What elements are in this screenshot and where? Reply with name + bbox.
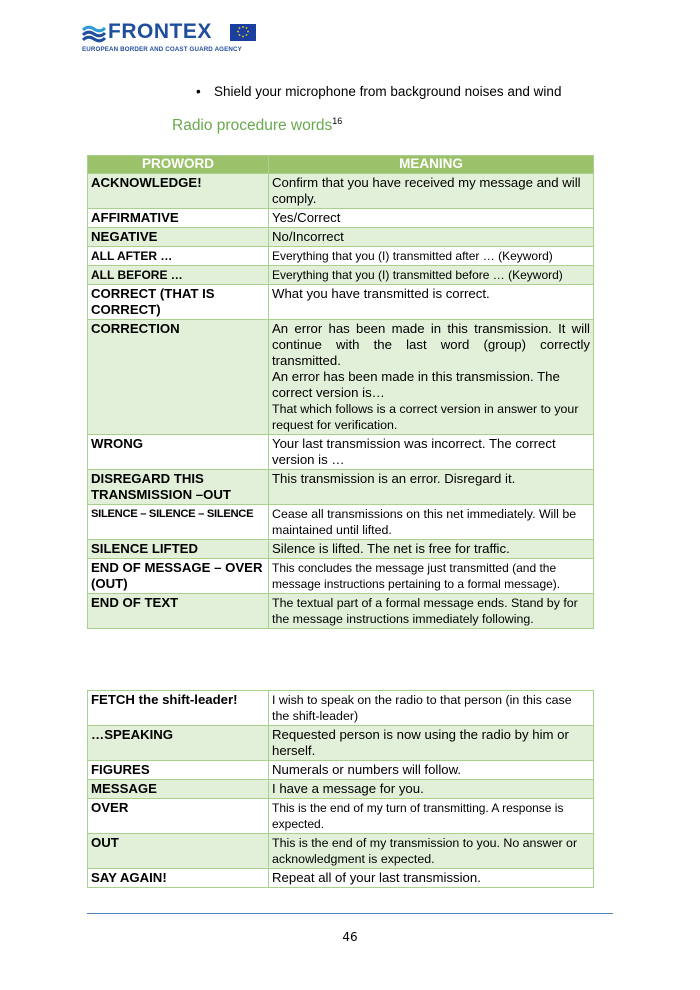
meaning-cell: Cease all transmissions on this net immediately. Will be maintained until lifted.	[269, 505, 594, 540]
frontex-waves-icon	[82, 24, 106, 44]
meaning-cell: Yes/Correct	[269, 209, 594, 228]
table-row	[88, 594, 594, 629]
proword-cell: ALL BEFORE …	[88, 266, 269, 285]
table-row	[88, 228, 594, 247]
meaning-cell	[269, 320, 594, 435]
proword-cell: MESSAGE	[88, 780, 269, 799]
table-row	[88, 266, 594, 285]
table-row	[88, 780, 594, 799]
meaning-cell: What you have transmitted is correct.	[269, 285, 594, 320]
table-row	[88, 435, 594, 470]
table-row	[88, 209, 594, 228]
table-row	[88, 559, 594, 594]
meaning-cell: Everything that you (I) transmitted after … (Keyword)	[269, 247, 594, 266]
footnote-marker: 16	[332, 116, 343, 126]
meaning-cell: Confirm that you have received my message and will comply.	[269, 174, 594, 209]
meaning-cell: This is the end of my turn of transmitting. A response is expected.	[269, 799, 594, 834]
meaning-cell: I wish to speak on the radio to that person (in this case the shift-leader)	[269, 691, 594, 726]
logo-wordmark: FRONTEX	[108, 20, 212, 43]
meaning-cell: The textual part of a formal message ends. Stand by for the message instructions immediately following.	[269, 594, 594, 629]
table-row	[88, 761, 594, 780]
bullet-text: Shield your microphone from background noises and wind	[214, 84, 562, 99]
meaning-cell: Repeat all of your last transmission.	[269, 869, 594, 888]
proword-cell: SILENCE LIFTED	[88, 540, 269, 559]
proword-cell: END OF TEXT	[88, 594, 269, 629]
table-row	[88, 174, 594, 209]
proword-cell: WRONG	[88, 435, 269, 470]
table-row	[88, 247, 594, 266]
section-title	[172, 116, 342, 135]
meaning-paragraph: An error has been made in this transmission. The correct version is…	[272, 369, 560, 400]
proword-cell: END OF MESSAGE – OVER (OUT)	[88, 559, 269, 594]
meaning-paragraph: An error has been made in this transmission. It will continue with the last word (group) correctly transmitted.	[272, 321, 590, 368]
table-row	[88, 834, 594, 869]
proword-cell: ALL AFTER …	[88, 247, 269, 266]
proword-cell: OUT	[88, 834, 269, 869]
proword-cell: SILENCE – SILENCE – SILENCE	[88, 505, 269, 540]
footer-divider	[87, 913, 613, 914]
table-row	[88, 470, 594, 505]
table-row	[88, 691, 594, 726]
bullet-dot-icon: •	[196, 84, 201, 99]
frontex-logo	[82, 22, 262, 56]
header-meaning: MEANING	[269, 156, 594, 174]
logo-subtitle: EUROPEAN BORDER AND COAST GUARD AGENCY	[82, 46, 242, 53]
table-row	[88, 726, 594, 761]
proword-cell: ACKNOWLEDGE!	[88, 174, 269, 209]
proword-cell: SAY AGAIN!	[88, 869, 269, 888]
table-header-row	[88, 156, 594, 174]
eu-flag-icon	[230, 24, 256, 41]
meaning-cell: This transmission is an error. Disregard it.	[269, 470, 594, 505]
meaning-cell: This concludes the message just transmitted (and the message instructions pertaining to a formal message).	[269, 559, 594, 594]
proword-table	[87, 155, 594, 629]
meaning-cell: No/Incorrect	[269, 228, 594, 247]
proword-cell: FIGURES	[88, 761, 269, 780]
proword-cell: AFFIRMATIVE	[88, 209, 269, 228]
meaning-cell: Requested person is now using the radio by him or herself.	[269, 726, 594, 761]
proword-cell: OVER	[88, 799, 269, 834]
proword-cell: NEGATIVE	[88, 228, 269, 247]
table-row	[88, 540, 594, 559]
meaning-cell: Numerals or numbers will follow.	[269, 761, 594, 780]
table-row	[88, 285, 594, 320]
table-row	[88, 505, 594, 540]
table-row	[88, 320, 594, 435]
meaning-cell: Your last transmission was incorrect. The correct version is …	[269, 435, 594, 470]
meaning-cell: Everything that you (I) transmitted before … (Keyword)	[269, 266, 594, 285]
page-number: 46	[342, 930, 358, 944]
meaning-paragraph: That which follows is a correct version in answer to your request for verification.	[272, 402, 579, 432]
header-proword: PROWORD	[88, 156, 269, 174]
section-title-text: Radio procedure words	[172, 117, 333, 135]
proword-cell: CORRECT (THAT IS CORRECT)	[88, 285, 269, 320]
table-row	[88, 799, 594, 834]
proword-cell: …SPEAKING	[88, 726, 269, 761]
meaning-cell: This is the end of my transmission to you. No answer or acknowledgment is expected.	[269, 834, 594, 869]
meaning-cell: Silence is lifted. The net is free for traffic.	[269, 540, 594, 559]
proword-cell: DISREGARD THIS TRANSMISSION –OUT	[88, 470, 269, 505]
proword-cell: FETCH the shift-leader!	[88, 691, 269, 726]
proword-table-2	[87, 690, 594, 888]
table-row	[88, 869, 594, 888]
proword-cell: CORRECTION	[88, 320, 269, 435]
meaning-cell: I have a message for you.	[269, 780, 594, 799]
